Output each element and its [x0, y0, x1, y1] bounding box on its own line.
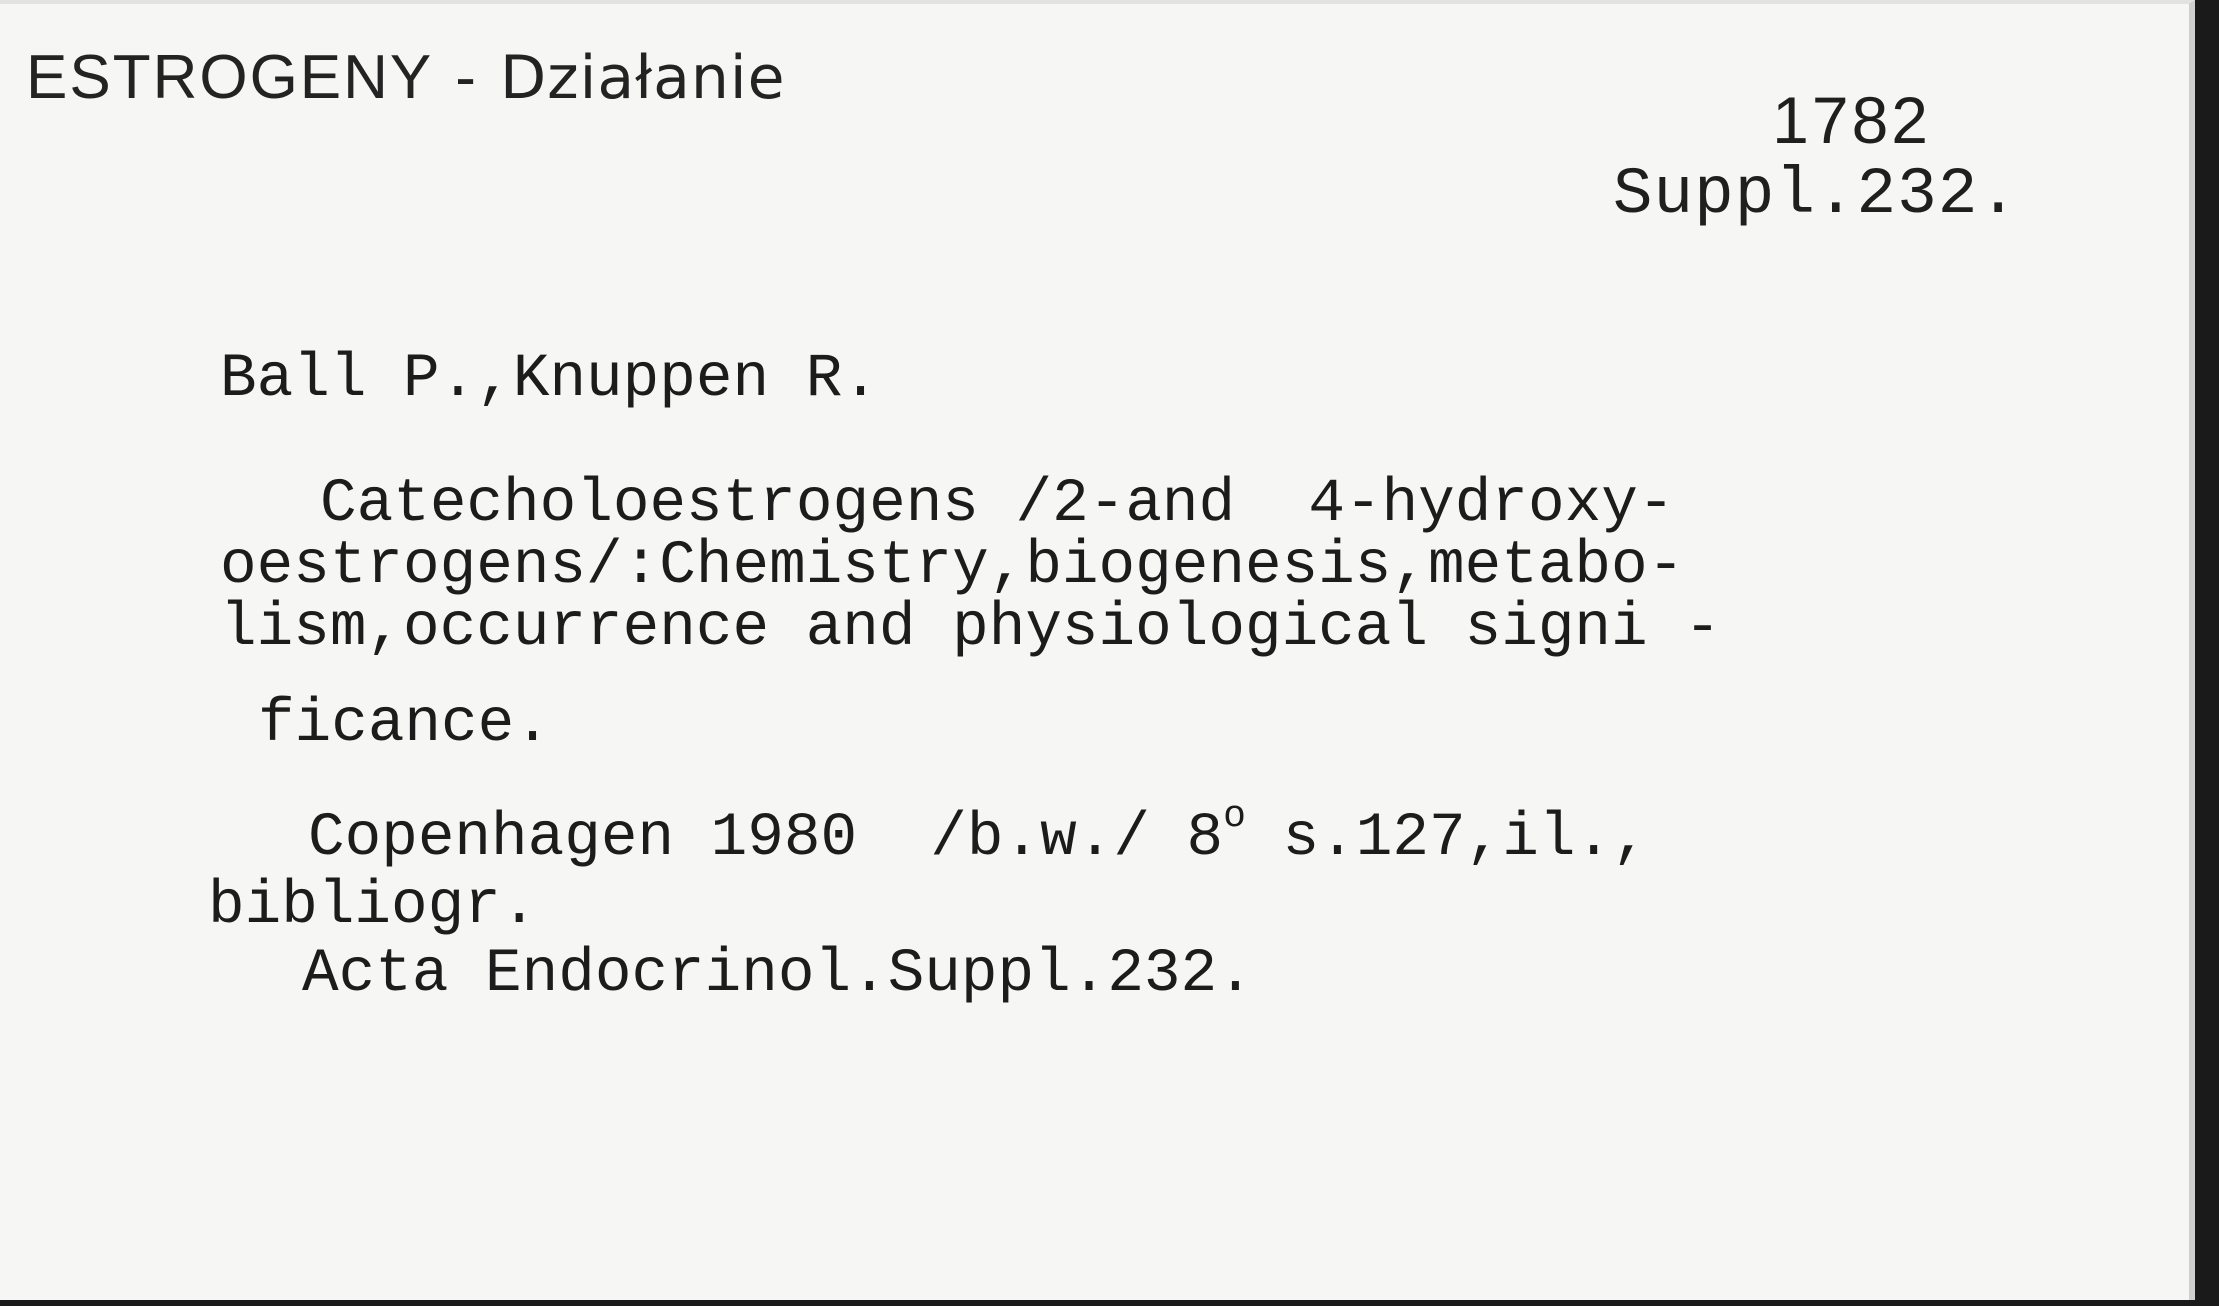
imprint-place-date: Copenhagen 1980 /b.w./ 8 — [308, 804, 1224, 873]
shelf-mark — [1613, 84, 2019, 234]
imprint-line — [308, 786, 1649, 873]
subject-dash: - — [455, 43, 478, 112]
subject-heading — [26, 42, 786, 113]
authors: Ball P.,Knuppen R. — [220, 345, 879, 414]
shelf-series: Suppl.232. — [1612, 157, 2019, 232]
subject-main: ESTROGENY — [26, 43, 434, 112]
format-degree: o — [1223, 795, 1246, 838]
title-line-3: lism,occurrence and physiological signi - — [220, 594, 1721, 663]
bibliography-note: bibliogr. — [208, 872, 538, 941]
shelf-number: 1782 — [1772, 83, 1931, 157]
title-line-2: oestrogens/:Chemistry,biogenesis,metabo- — [220, 532, 1685, 601]
subject-subheading: Działanie — [499, 43, 786, 113]
title-line-1: Catecholoestrogens /2-and 4-hydroxy- — [320, 470, 1675, 539]
series-note: Acta Endocrinol.Suppl.232. — [302, 940, 1254, 1009]
imprint-pages: s.127,il., — [1245, 804, 1649, 873]
title-line-4: ficance. — [258, 690, 551, 759]
